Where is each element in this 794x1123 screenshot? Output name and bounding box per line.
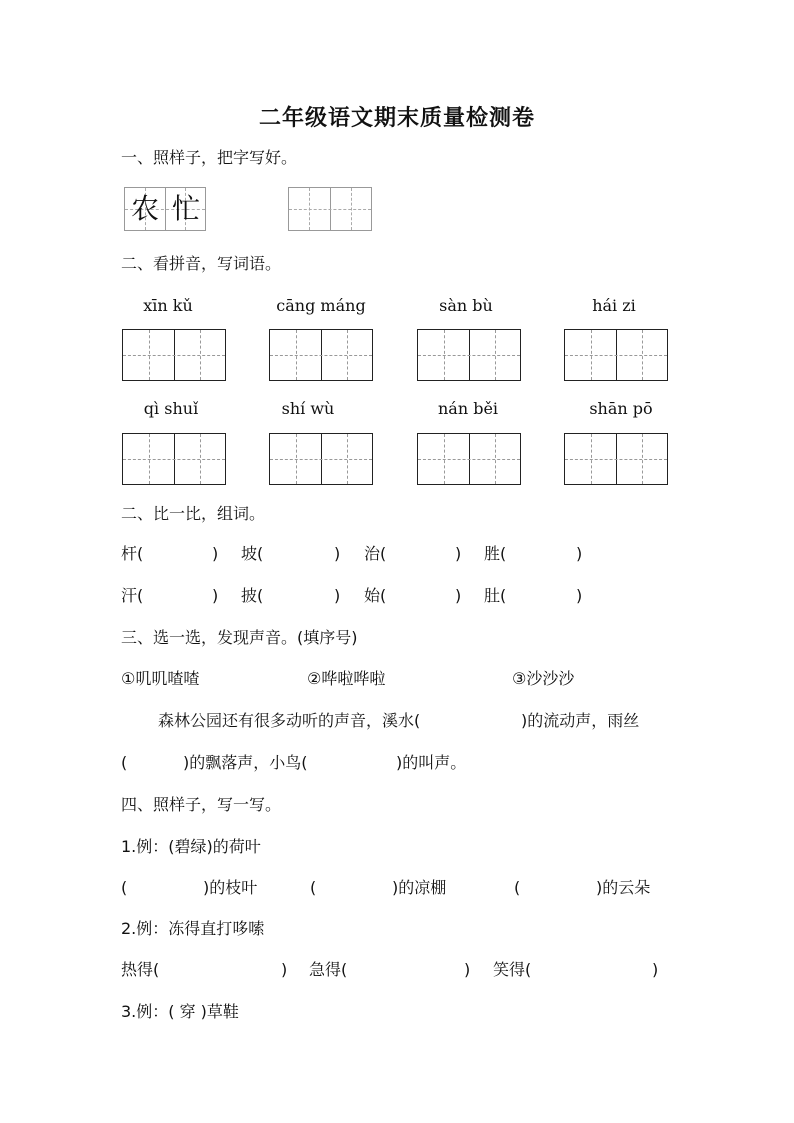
- example-1: 1.例：(碧绿)的荷叶: [121, 837, 261, 856]
- answer-paren-close: ): [334, 586, 341, 605]
- sample-char-1: 农: [130, 192, 159, 225]
- option-1: ①叽叽喳喳: [121, 669, 200, 688]
- pinyin-label: hái zi: [592, 296, 636, 315]
- pinyin-label: cāng máng: [276, 296, 366, 315]
- compare-word-2: 坡(: [241, 544, 264, 563]
- answer-paren-close: ): [576, 544, 583, 563]
- paragraph-line-1b: )的流动声，雨丝: [521, 711, 640, 730]
- option-2: ②哗啦哗啦: [307, 669, 386, 688]
- pinyin-label: nán běi: [437, 399, 499, 418]
- answer-paren-open: (: [514, 878, 521, 897]
- section1-heading: 一、照样子，把字写好。: [121, 148, 298, 167]
- section4-heading: 三、选一选，发现声音。(填序号): [121, 628, 358, 647]
- phrase-anxious: 急得(: [309, 960, 348, 979]
- practice-character-grid[interactable]: [288, 187, 372, 231]
- phrase-clouds: )的云朵: [596, 878, 651, 897]
- answer-paren-close: ): [652, 960, 659, 979]
- writing-grid[interactable]: [564, 329, 668, 381]
- compare-word-1: 杆(: [121, 544, 144, 563]
- sample-char-2: 忙: [171, 192, 200, 225]
- writing-grid[interactable]: [269, 329, 373, 381]
- paragraph-line-2a: (: [121, 753, 128, 772]
- option-3: ③沙沙沙: [512, 669, 575, 688]
- writing-grid[interactable]: [417, 329, 521, 381]
- phrase-canopy: )的凉棚: [392, 878, 447, 897]
- sample-character-grid: [124, 187, 206, 231]
- answer-paren-open: (: [310, 878, 317, 897]
- phrase-laugh: 笑得(: [493, 960, 532, 979]
- paragraph-line-2b: )的飘落声，小鸟(: [183, 753, 308, 772]
- paragraph-line-2c: )的叫声。: [396, 753, 467, 772]
- writing-grid[interactable]: [417, 433, 521, 485]
- paragraph-line-1a: 森林公园还有很多动听的声音，溪水(: [158, 711, 421, 730]
- compare-word-7: 始(: [364, 586, 387, 605]
- compare-word-4: 胜(: [484, 544, 507, 563]
- pinyin-label: shí wù: [281, 399, 335, 418]
- section2-heading: 二、看拼音，写词语。: [121, 254, 282, 273]
- phrase-hot: 热得(: [121, 960, 160, 979]
- section3-heading: 二、比一比，组词。: [121, 504, 266, 523]
- example-2: 2.例：冻得直打哆嗦: [121, 919, 265, 938]
- answer-paren-open: (: [121, 878, 128, 897]
- writing-grid[interactable]: [269, 433, 373, 485]
- section5-heading: 四、照样子，写一写。: [121, 795, 282, 814]
- page-title: 二年级语文期末质量检测卷: [258, 105, 535, 131]
- example-3: 3.例：( 穿 )草鞋: [121, 1002, 239, 1021]
- pinyin-label: xīn kǔ: [143, 296, 193, 315]
- answer-paren-close: ): [281, 960, 288, 979]
- pinyin-label: shān pō: [589, 399, 653, 418]
- writing-grid[interactable]: [122, 433, 226, 485]
- compare-word-5: 汗(: [121, 586, 144, 605]
- compare-word-3: 治(: [364, 544, 387, 563]
- answer-paren-close: ): [464, 960, 471, 979]
- answer-paren-close: ): [455, 586, 462, 605]
- answer-paren-close: ): [212, 544, 219, 563]
- phrase-branches: )的枝叶: [203, 878, 258, 897]
- compare-word-8: 肚(: [484, 586, 507, 605]
- answer-paren-close: ): [455, 544, 462, 563]
- answer-paren-close: ): [576, 586, 583, 605]
- writing-grid[interactable]: [122, 329, 226, 381]
- pinyin-label: sàn bù: [439, 296, 493, 315]
- writing-grid[interactable]: [564, 433, 668, 485]
- compare-word-6: 披(: [241, 586, 264, 605]
- answer-paren-close: ): [212, 586, 219, 605]
- pinyin-label: qì shuǐ: [143, 399, 199, 418]
- answer-paren-close: ): [334, 544, 341, 563]
